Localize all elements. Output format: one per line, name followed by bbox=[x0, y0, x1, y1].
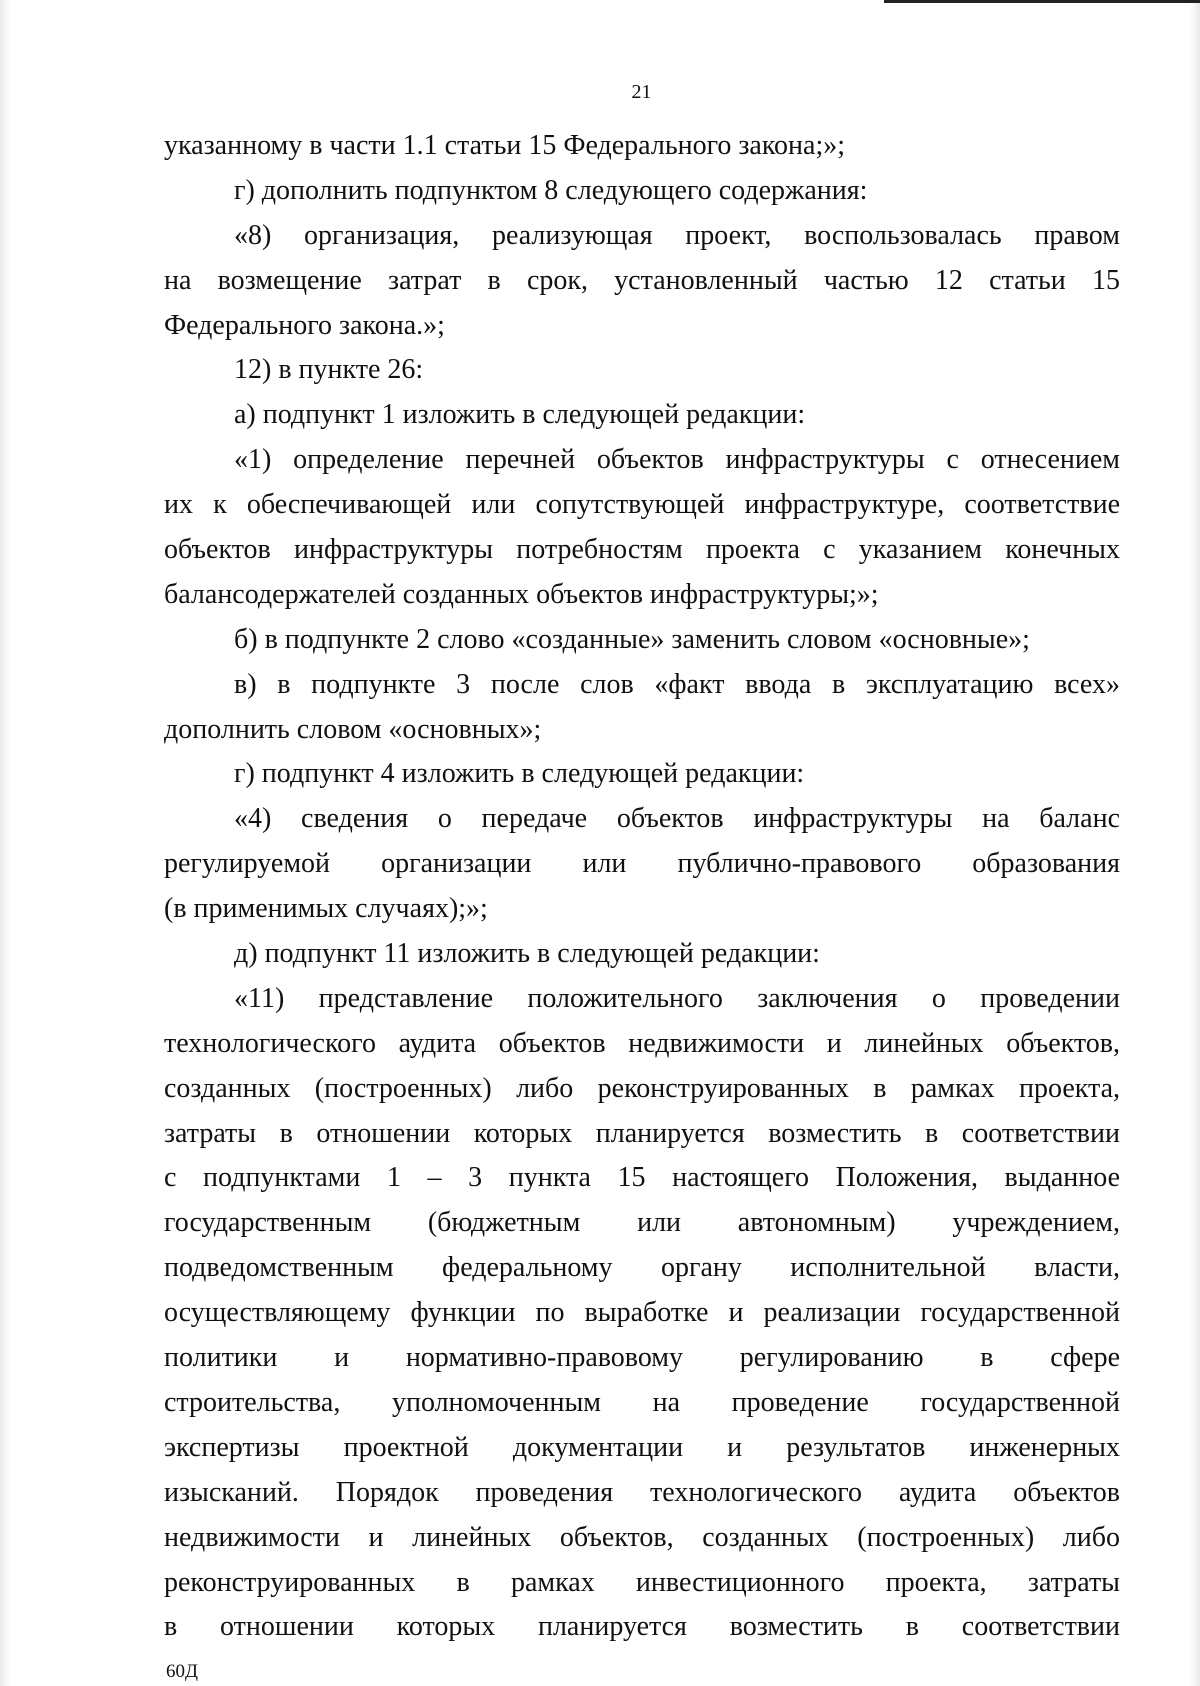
text-line: политики и нормативно-правовому регулированию в сфере bbox=[164, 1342, 1120, 1374]
text-line: в отношении которых планируется возместить в соответствии bbox=[164, 1611, 1120, 1643]
text-line: на возмещение затрат в срок, установленный частью 12 статьи 15 bbox=[164, 264, 1120, 296]
text-line: а) подпункт 1 изложить в следующей редакции: bbox=[234, 399, 806, 431]
text-line: г) дополнить подпунктом 8 следующего содержания: bbox=[234, 174, 868, 206]
text-line: объектов инфраструктуры потребностям проекта с указанием конечных bbox=[164, 534, 1120, 566]
text-line: недвижимости и линейных объектов, созданных (построенных) либо bbox=[164, 1521, 1120, 1553]
top-rule bbox=[884, 0, 1200, 3]
scan-edge-right bbox=[1190, 0, 1200, 1686]
text-line: строительства, уполномоченным на проведение государственной bbox=[164, 1386, 1120, 1418]
text-line: созданных (построенных) либо реконструированных в рамках проекта, bbox=[164, 1072, 1120, 1104]
text-line: Федерального закона.»; bbox=[164, 309, 445, 341]
text-line: экспертизы проектной документации и результатов инженерных bbox=[164, 1431, 1120, 1463]
text-line: «8) организация, реализующая проект, воспользовалась правом bbox=[234, 219, 1120, 251]
page-number: 21 bbox=[631, 81, 652, 103]
text-line: осуществляющему функции по выработке и реализации государственной bbox=[164, 1297, 1120, 1329]
text-line: реконструированных в рамках инвестиционного проекта, затраты bbox=[164, 1566, 1120, 1598]
text-line: балансодержателей созданных объектов инфраструктуры;»; bbox=[164, 578, 879, 610]
text-line: указанному в части 1.1 статьи 15 Федерального закона;»; bbox=[164, 130, 846, 161]
text-line: подведомственным федеральному органу исполнительной власти, bbox=[164, 1252, 1120, 1284]
text-line: б) в подпункте 2 слово «созданные» заменить словом «основные»; bbox=[234, 623, 1030, 655]
footer-code: 60Д bbox=[166, 1661, 198, 1682]
text-line: государственным (бюджетным или автономным) учреждением, bbox=[164, 1207, 1120, 1239]
text-line: (в применимых случаях);»; bbox=[164, 893, 488, 925]
text-line: с подпунктами 1 – 3 пункта 15 настоящего Положения, выданное bbox=[164, 1162, 1120, 1194]
text-line: регулируемой организации или публично-правового образования bbox=[164, 848, 1120, 880]
text-line: «4) сведения о передаче объектов инфраструктуры на баланс bbox=[234, 803, 1120, 835]
text-line: изысканий. Порядок проведения технологического аудита объектов bbox=[164, 1476, 1120, 1508]
text-line: технологического аудита объектов недвижимости и линейных объектов, bbox=[164, 1027, 1120, 1059]
text-line: затраты в отношении которых планируется возместить в соответствии bbox=[164, 1117, 1120, 1149]
document-body bbox=[164, 124, 1120, 1650]
text-line: дополнить словом «основных»; bbox=[164, 713, 542, 745]
text-line: «11) представление положительного заключения о проведении bbox=[234, 982, 1120, 1014]
text-line: их к обеспечивающей или сопутствующей инфраструктуре, соответствие bbox=[164, 489, 1120, 521]
text-line: 12) в пункте 26: bbox=[234, 354, 424, 386]
text-line: д) подпункт 11 изложить в следующей редакции: bbox=[234, 938, 820, 970]
scan-edge-left bbox=[0, 0, 10, 1686]
text-line: г) подпункт 4 изложить в следующей редакции: bbox=[234, 758, 805, 790]
text-line: в) в подпункте 3 после слов «факт ввода в эксплуатацию всех» bbox=[234, 668, 1120, 700]
text-line: «1) определение перечней объектов инфраструктуры с отнесением bbox=[234, 444, 1120, 476]
